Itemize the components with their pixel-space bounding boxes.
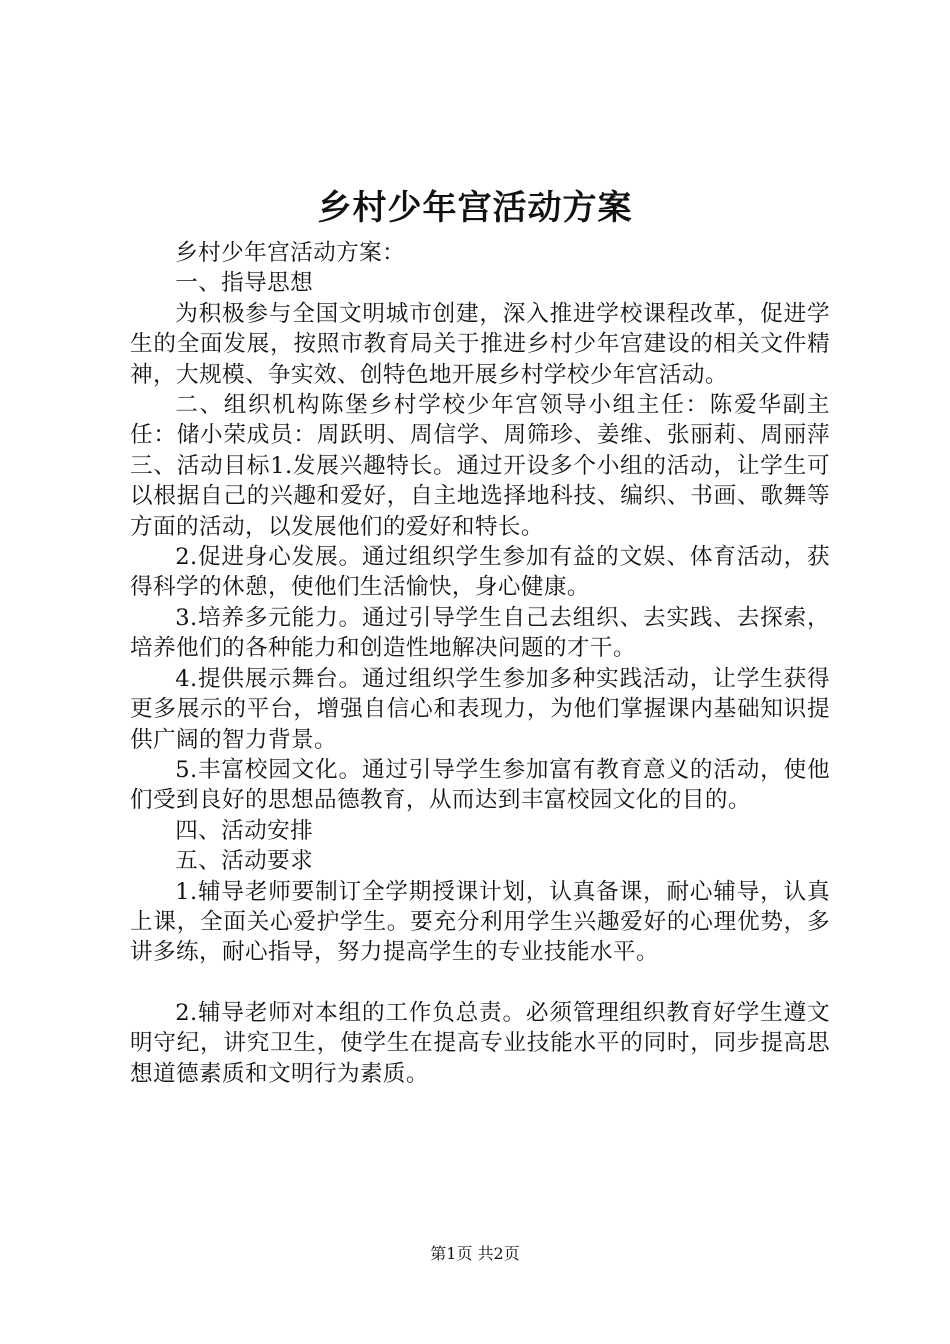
paragraph-goal-4: 4.提供展示舞台。通过组织学生参加多种实践活动，让学生获得更多展示的平台，增强自信心和表现力，为他们掌握课内基础知识提供广阔的智力背景。 — [130, 665, 830, 753]
paragraph-goal-2: 2.促进身心发展。通过组织学生参加有益的文娱、体育活动，获得科学的休憩，使他们生活愉快，身心健康。 — [130, 544, 830, 601]
paragraph-organization-and-goals: 二、组织机构陈堡乡村学校少年宫领导小组主任：陈爱华副主任：储小荣成员：周跃明、周信学、周筛珍、姜维、张丽莉、周丽萍三、活动目标1.发展兴趣特长。通过开设多个小组的活动，让学生可以根据自己的兴趣和爱好，自主地选择地科技、编织、书画、歌舞等方面的活动，以发展他们的爱好和特长。 — [130, 392, 830, 540]
heading-activity-arrangement: 四、活动安排 — [175, 817, 314, 844]
document-body — [130, 238, 830, 1089]
paragraph-goal-3: 3.培养多元能力。通过引导学生自己去组织、去实践、去探索，培养他们的各种能力和创造性地解决问题的才干。 — [130, 604, 830, 662]
paragraph-goal-5: 5.丰富校园文化。通过引导学生参加富有教育意义的活动，使他们受到良好的思想品德教育，从而达到丰富校园文化的目的。 — [130, 756, 830, 814]
paragraph-requirement-1: 1.辅导老师要制订全学期授课计划，认真备课，耐心辅导，认真上课，全面关心爱护学生。要充分利用学生兴趣爱好的心理优势，多讲多练，耐心指导，努力提高学生的专业技能水平。 — [130, 878, 830, 966]
paragraph-guiding-ideology: 为积极参与全国文明城市创建，深入推进学校课程改革，促进学生的全面发展，按照市教育局关于推进乡村少年宫建设的相关文件精神，大规模、争实效、创特色地开展乡村学校少年宫活动。 — [130, 300, 830, 388]
page-indicator: 第1页 共2页 — [430, 1244, 520, 1263]
heading-guiding-ideology: 一、指导思想 — [175, 270, 314, 297]
document-title: 乡村少年宫活动方案 — [317, 188, 633, 228]
paragraph-intro: 乡村少年宫活动方案： — [175, 240, 406, 266]
heading-activity-requirements: 五、活动要求 — [175, 848, 314, 875]
paragraph-requirement-2: 2.辅导老师对本组的工作负总责。必须管理组织教育好学生遵文明守纪，讲究卫生，使学生在提高专业技能水平的同时，同步提高思想道德素质和文明行为素质。 — [130, 999, 830, 1087]
paragraph-spacer — [130, 968, 830, 998]
